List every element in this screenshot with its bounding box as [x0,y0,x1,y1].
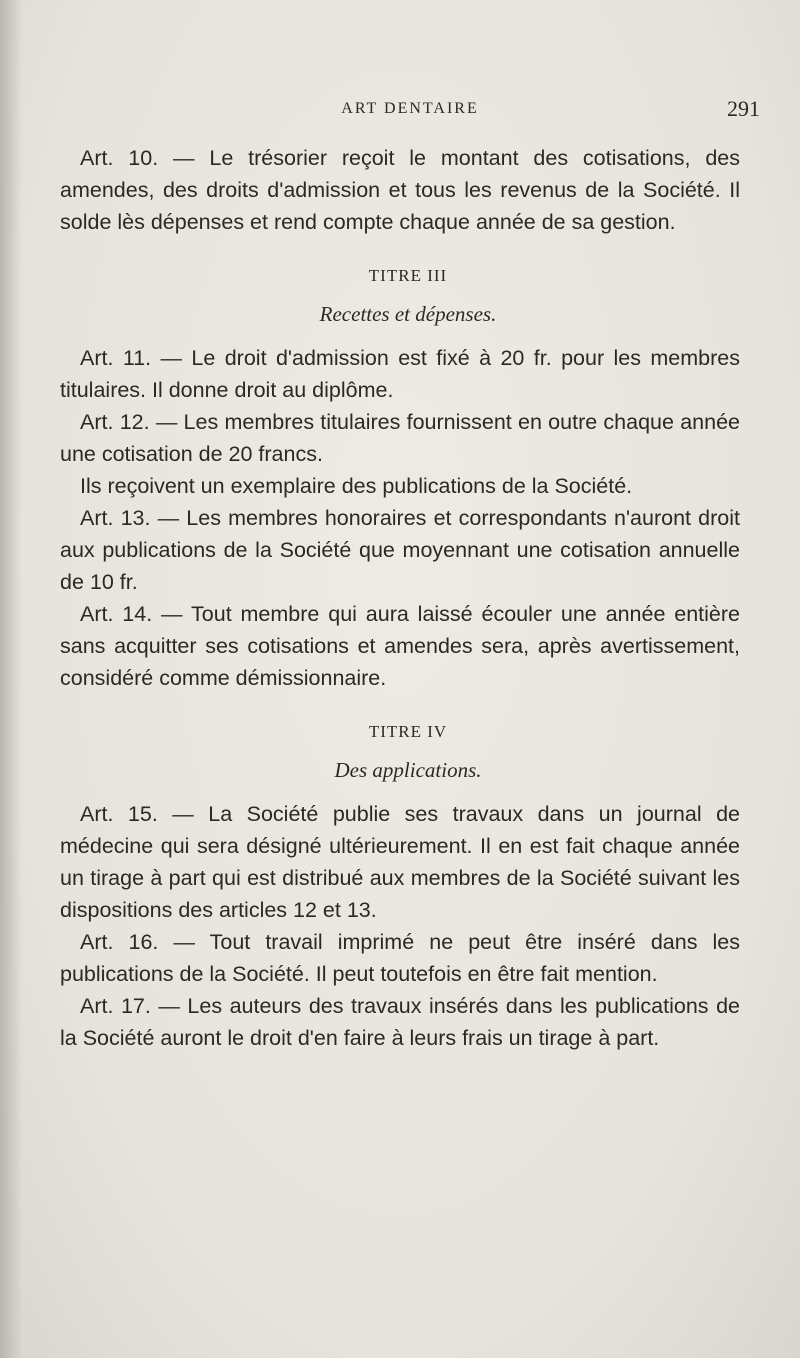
running-head: ART DENTAIRE [341,100,479,117]
page-header [60,96,760,130]
article-14: Art. 14. — Tout membre qui aura laissé écouler une année entière sans acquitter ses cotisations et amendes sera, après avertissement, considéré comme démissionnaire. [60,602,740,690]
page-body [60,142,740,1054]
article-12: Art. 12. — Les membres titulaires fournissent en outre chaque année une cotisation de 20 francs. [60,410,740,466]
article-16: Art. 16. — Tout travail imprimé ne peut être inséré dans les publications de la Société. Il peut toutefois en être fait mention. [60,930,740,986]
article-13: Art. 13. — Les membres honoraires et correspondants n'auront droit aux publications de la Société que moyennant une cotisation annuelle de 10 fr. [60,506,740,594]
article-11: Art. 11. — Le droit d'admission est fixé à 20 fr. pour les membres titulaires. Il donne droit au diplôme. [60,346,740,402]
section-title-4: TITRE IV [368,722,448,741]
section-subtitle-3: Recettes et dépenses. [319,302,497,326]
article-12-continuation: Ils reçoivent un exemplaire des publications de la Société. [80,474,633,498]
article-10: Art. 10. — Le trésorier reçoit le montant des cotisations, des amendes, des droits d'admission et tous les revenus de la Société. Il solde lès dépenses et rend compte chaque année de sa gestion. [60,146,740,234]
article-17: Art. 17. — Les auteurs des travaux insérés dans les publications de la Société auront le droit d'en faire à leurs frais un tirage à part. [60,994,740,1050]
article-15: Art. 15. — La Société publie ses travaux dans un journal de médecine qui sera désigné ultérieurement. Il en est fait chaque année un tirage à part qui est distribué aux membres de la Société suivant les dispositions des articles 12 et 13. [60,802,740,922]
page-number: 291 [727,96,760,121]
section-title-3: TITRE III [368,266,448,285]
section-subtitle-4: Des applications. [334,758,482,782]
page-edge-shadow [0,0,22,1358]
